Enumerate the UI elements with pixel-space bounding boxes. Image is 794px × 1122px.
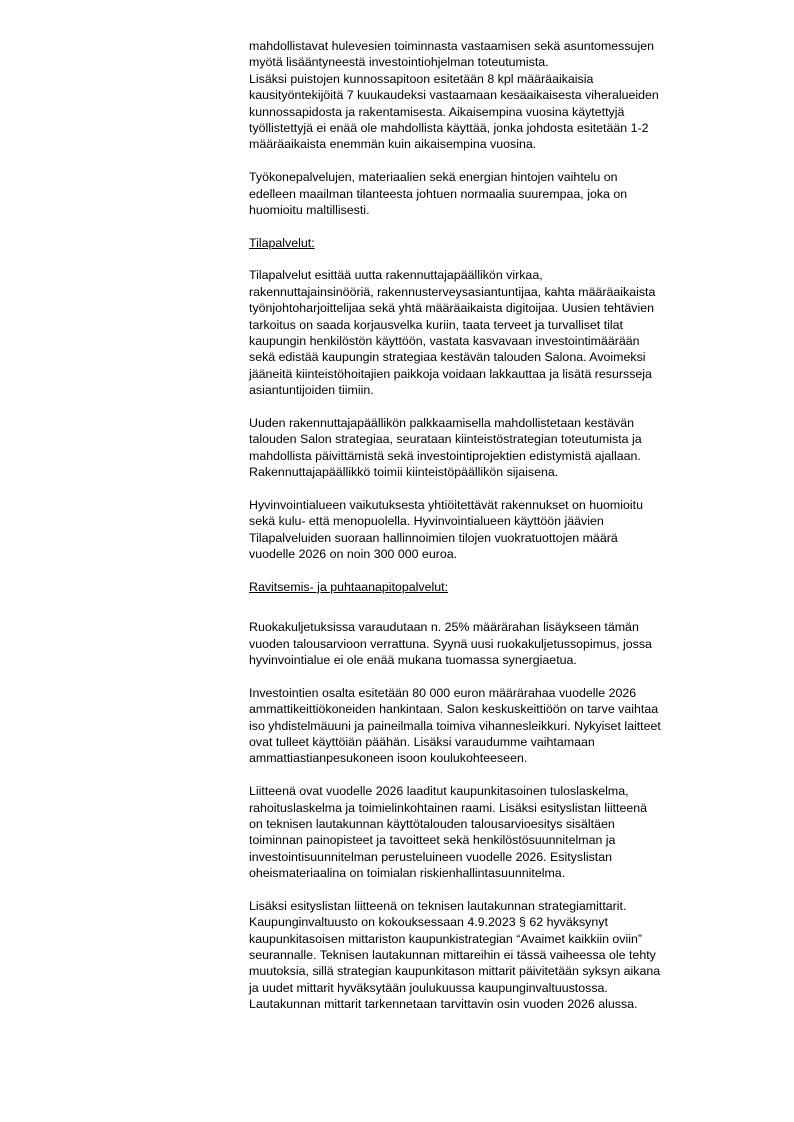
text-line: ammattikeittiökoneiden hankintaan. Salon keskuskeittiöön on tarve vaihtaa (249, 702, 659, 717)
text-line: tarkoitus on saada korjausvelka kuriin, taata terveet ja turvalliset tilat (249, 317, 623, 332)
text-line: Rakennuttajapäällikkö toimii kiinteistöpäällikön sijaisena. (249, 465, 559, 480)
text-line: vuodelle 2026 on noin 300 000 euroa. (249, 547, 458, 562)
text-line: ja uudet mittarit hyväksytään joulukuussa kaupunginvaltuustossa. (249, 980, 608, 995)
paragraph-spacer (249, 563, 749, 579)
paragraph (249, 619, 749, 668)
paragraph-spacer (249, 251, 749, 267)
paragraph (249, 415, 749, 481)
text-line: hyvinvointialue ei ole enää mukana tuomassa synergiaetua. (249, 653, 577, 668)
text-line: myötä lisääntyneestä investointiohjelman toteutumista. (249, 55, 549, 70)
text-line: rakennuttajainsinööriä, rakennusterveysasiantuntijaa, kahta määräaikaista (249, 284, 656, 299)
text-line: kaupungin henkilöstön käyttöön, vastata kasvavaan investointimäärään (249, 334, 640, 349)
text-line: Liitteenä ovat vuodelle 2026 laaditut kaupunkitasoinen tuloslaskelma, (249, 784, 629, 799)
text-line: toiminnan painopisteet ja tavoitteet sekä henkilöstösuunnitelman ja (249, 833, 616, 848)
paragraph-spacer (249, 481, 749, 497)
paragraph-spacer (249, 668, 749, 684)
text-line: Kaupunginvaltuusto on kokouksessaan 4.9.2023 § 62 hyväksynyt (249, 915, 608, 930)
paragraph (249, 685, 749, 767)
text-line: muutoksia, sillä strategian kaupunkitason mittarit päivitetään syksyn aikana (249, 964, 661, 979)
text-line: mahdollista päivittämistä sekä investointiprojektien edistymistä ajallaan. (249, 448, 641, 463)
text-line: on teknisen lautakunnan käyttötalouden talousarvioesitys sisältäen (249, 816, 615, 831)
text-line: talouden Salon strategiaa, seurataan kiinteistöstrategian toteutumista ja (249, 432, 642, 447)
paragraph (249, 38, 749, 153)
text-line: jääneitä kiinteistöhoitajien paikkoja voidaan lakkauttaa ja lisätä resursseja (249, 366, 652, 381)
paragraph-spacer (249, 399, 749, 415)
text-line: investointisuunnitelman perusteluineen vuodelle 2026. Esityslistan (249, 849, 612, 864)
text-line: seurannalle. Teknisen lautakunnan mittareihin ei tässä vaiheessa ole tehty (249, 948, 656, 963)
text-line: Lisäksi esityslistan liitteenä on teknisen lautakunnan strategiamittarit. (249, 898, 627, 913)
paragraph (249, 497, 749, 563)
text-line: Ruokakuljetuksissa varaudutaan n. 25% määrärahan lisäykseen tämän (249, 620, 639, 635)
text-line: Työkonepalvelujen, materiaalien sekä energian hintojen vaihtelu on (249, 170, 618, 185)
text-line: rahoituslaskelma ja toimielinkohtainen raami. Lisäksi esityslistan liitteenä (249, 800, 648, 815)
text-line: määräaikaista enemmän kuin aikaisempina vuosina. (249, 137, 537, 152)
paragraph-spacer (249, 218, 749, 234)
text-line: asiantuntijoiden tiimiin. (249, 383, 374, 398)
text-line: oheismateriaalina on toimialan riskienhallintasuunnitelma. (249, 866, 566, 881)
document-page (249, 38, 749, 1013)
text-line: kaupunkitasoisen mittariston kaupunkistrategian “Avaimet kaikkiin oviin” (249, 931, 643, 946)
paragraph (249, 898, 749, 1013)
text-line: kausityöntekijöitä 7 kuukaudeksi vastaamaan kesäaikaisesta viheralueiden (249, 88, 659, 103)
text-line: Lisäksi puistojen kunnossapitoon esitetään 8 kpl määräaikaisia (249, 71, 594, 86)
text-line: huomioitu maltillisesti. (249, 202, 370, 217)
paragraph-spacer (249, 595, 749, 619)
text-line: Lautakunnan mittarit tarkennetaan tarvittavin osin vuoden 2026 alussa. (249, 997, 638, 1012)
text-line: Investointien osalta esitetään 80 000 euron määrärahaa vuodelle 2026 (249, 685, 637, 700)
text-line: edelleen maailman tilanteesta johtuen normaalia suurempaa, joka on (249, 186, 628, 201)
paragraph (249, 783, 749, 881)
text-line: Tilapalveluiden suoraan hallinnoimien tilojen vuokratuottojen määrä (249, 530, 618, 545)
text-line: Tilapalvelut esittää uutta rakennuttajapäällikön virkaa, (249, 268, 543, 283)
paragraph (249, 267, 749, 398)
text-line: sekä edistää kaupungin strategiaa kestävän talouden Salona. Avoimeksi (249, 350, 646, 365)
text-line: työnjohtoharjoittelijaa sekä yhtä määräaikaista digitoijaa. Uusien tehtävien (249, 301, 655, 316)
text-line: mahdollistavat hulevesien toiminnasta vastaamisen sekä asuntomessujen (249, 39, 654, 53)
paragraph-spacer (249, 153, 749, 169)
paragraph-spacer (249, 767, 749, 783)
text-line: Uuden rakennuttajapäällikön palkkaamisella mahdollistetaan kestävän (249, 415, 635, 430)
text-line: vuoden talousarvioon verrattuna. Syynä uusi ruokakuljetussopimus, jossa (249, 636, 652, 651)
text-line: ovat tulleet käyttöiän päähän. Lisäksi varaudumme vaihtamaan (249, 735, 595, 750)
text-line: työllistettyjä ei enää ole mahdollista käyttää, jonka johdosta esitetään 1-2 (249, 120, 649, 135)
text-line: kunnossapidosta ja rakentamisesta. Aikaisempina vuosina käytettyjä (249, 104, 625, 119)
text-line: sekä kulu- että menopuolella. Hyvinvointialueen käyttöön jäävien (249, 514, 604, 529)
paragraph (249, 169, 749, 218)
section-heading-ravitsemis: Ravitsemis- ja puhtaanapitopalvelut: (249, 579, 449, 594)
section-heading-tilapalvelut: Tilapalvelut: (249, 235, 315, 250)
paragraph-spacer (249, 882, 749, 898)
text-line: ammattiastianpesukoneen isoon koulukohteeseen. (249, 751, 528, 766)
text-line: Hyvinvointialueen vaikutuksesta yhtiöitettävät rakennukset on huomioitu (249, 497, 643, 512)
text-line: iso yhdistelmäuuni ja paineilmalla toimiva vihannesleikkuri. Nykyiset laitteet (249, 718, 661, 733)
